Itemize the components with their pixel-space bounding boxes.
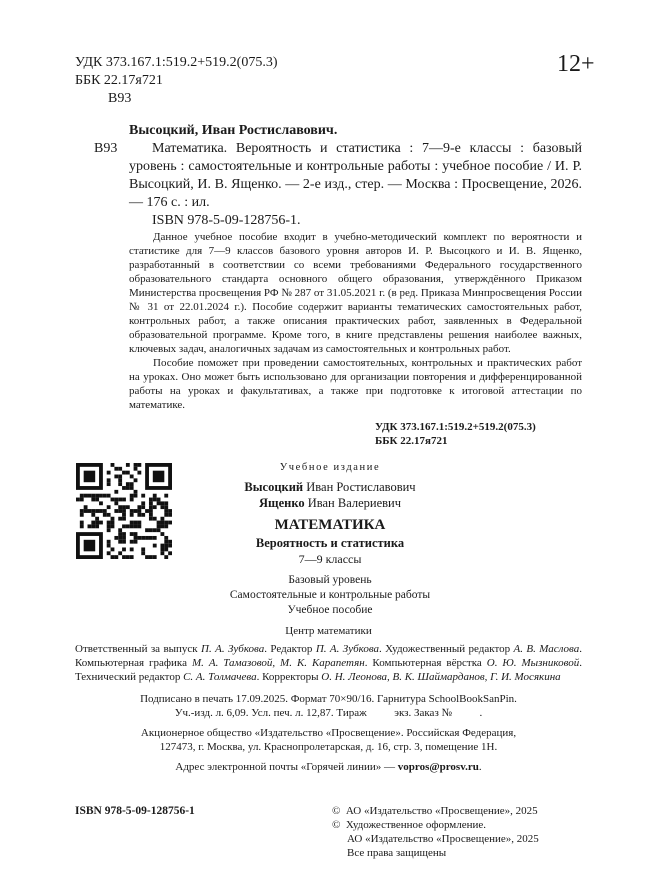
- header-bbk: ББК 22.17я721: [75, 73, 163, 88]
- credits: [75, 642, 582, 684]
- bibliographic-record: [75, 122, 582, 448]
- hotline-label: Адрес электронной почты «Горячей линии» —: [175, 761, 398, 773]
- credit-role: . Редактор: [264, 643, 316, 655]
- biblio-isbn: ISBN 978-5-09-128756-1.: [152, 213, 301, 228]
- credit-person: О. Н. Леонова, В. К. Шаймарданов, Г. И. Мосякина: [321, 671, 561, 683]
- edition-type: Учебное издание: [279, 462, 381, 473]
- print-info-1: Подписано в печать 17.09.2025. Формат 70×90/16. Гарнитура SchoolBookSanPin.: [140, 693, 517, 705]
- biblio-description-row: [94, 140, 582, 212]
- book-kind: Учебное пособие: [287, 604, 373, 616]
- age-rating: 12+: [557, 51, 595, 77]
- credit-person: М. А. Тамазовой, М. К. Карапетян: [191, 657, 365, 669]
- footer: [75, 804, 582, 860]
- biblio-annotation-2: Пособие поможет при проведении самостоятельных, контрольных и практических работ на уроках. Оно может быть использовано для организации повторения и дифференцированной работы на уроках и факультативах, а также при подготовке к итоговой аттестации по математике.: [129, 357, 582, 411]
- credit-person: А. В. Маслова: [513, 643, 580, 655]
- biblio-code: В93: [94, 141, 118, 156]
- header-udk: УДК 373.167.1:519.2+519.2(075.3): [75, 55, 278, 70]
- book-type: Самостоятельные и контрольные работы: [229, 589, 431, 601]
- credit-role: Ответственный за выпуск: [75, 643, 202, 655]
- copyright-4: Все права защищены: [347, 847, 447, 859]
- biblio-udk: УДК 373.167.1:519.2+519.2(075.3): [375, 421, 536, 433]
- header-code: В93: [108, 91, 132, 106]
- author-1: [180, 479, 480, 495]
- credit-person: С. А. Толмачева: [183, 671, 257, 683]
- imprint-block: [75, 460, 582, 618]
- book-grades: 7—9 классы: [298, 552, 362, 566]
- qr-code: [76, 463, 172, 559]
- author-1-surname: Высоцкий: [244, 480, 304, 494]
- credit-role: . Компьютерная графика: [75, 643, 582, 669]
- biblio-description: Математика. Вероятность и статистика : 7—9-е классы : базовый уровень : самостоятельные и контрольные работы : учебное пособие / И. Р. Высоцкий, И. В. Ященко. — 2-е изд., стер. — Москва : Просвещение, 2026. — 176 с. : ил.: [129, 141, 582, 210]
- credit-person: П. А. Зубкова: [201, 643, 265, 655]
- credit-person: П. А. Зубкова: [315, 643, 380, 655]
- credit-role: . Художественный редактор: [379, 643, 514, 655]
- copyright-2: © Художественное оформление.: [332, 819, 487, 831]
- book-title: МАТЕМАТИКА: [274, 517, 386, 533]
- credit-role: . Корректоры: [256, 671, 322, 683]
- credit-role: . Технический редактор: [75, 657, 582, 683]
- book-subtitle: Вероятность и статистика: [255, 536, 405, 550]
- author-1-name: Иван Ростиславович: [306, 480, 416, 494]
- publisher-2: 127473, г. Москва, ул. Краснопролетарская, д. 16, стр. 3, помещение 1Н.: [159, 741, 498, 753]
- publisher-1: Акционерное общество «Издательство «Просвещение». Российская Федерация,: [140, 727, 517, 739]
- credit-role: . Компьютерная вёрстка: [364, 657, 487, 669]
- center-name: Центр математики: [285, 625, 372, 637]
- biblio-author: Высоцкий, Иван Ростиславович.: [129, 123, 338, 138]
- imprint-center-column: [180, 460, 480, 618]
- copyright-block: [332, 804, 582, 860]
- hotline-email[interactable]: vopros@prosv.ru: [397, 761, 479, 773]
- author-2-surname: Ященко: [258, 496, 305, 510]
- footer-isbn: ISBN 978-5-09-128756-1: [75, 805, 195, 817]
- copyright-3: АО «Издательство «Просвещение», 2025: [347, 833, 539, 845]
- hotline: [75, 760, 582, 774]
- author-2-name: Иван Валериевич: [307, 496, 402, 510]
- book-level: Базовый уровень: [288, 574, 372, 586]
- author-2: [180, 495, 480, 511]
- hotline-end: .: [478, 761, 482, 773]
- biblio-bbk: ББК 22.17я721: [375, 435, 448, 447]
- copyright-1: © АО «Издательство «Просвещение», 2025: [332, 805, 538, 817]
- credit-person: О. Ю. Мызниковой: [486, 657, 580, 669]
- print-info-2: Уч.-изд. л. 6,09. Усл. печ. л. 12,87. Тираж экз. Заказ № .: [174, 707, 483, 719]
- biblio-annotation-1: Данное учебное пособие входит в учебно-методический комплект по вероятности и статистике для 7—9 классов базового уровня авторов И. Р. Высоцкого и И. В. Ященко, разработанный в соответствии со всеми требованиями Федерального государственного образовательного стандарта основного общего образования, утверждённого Приказом Министерства просвещения РФ № 287 от 31.05.2021 г. (в ред. Приказа Минпросвещения России № 31 от 22.01.2024 г.). Пособие содержит варианты тематических самостоятельных работ, контрольных работ, а также описания практических работ, заявленных в Федеральной образовательной программе. Кроме того, в книге представлены решения наиболее важных, ключевых задач, аналогичных задачам из самостоятельных и контрольных работ.: [129, 231, 582, 355]
